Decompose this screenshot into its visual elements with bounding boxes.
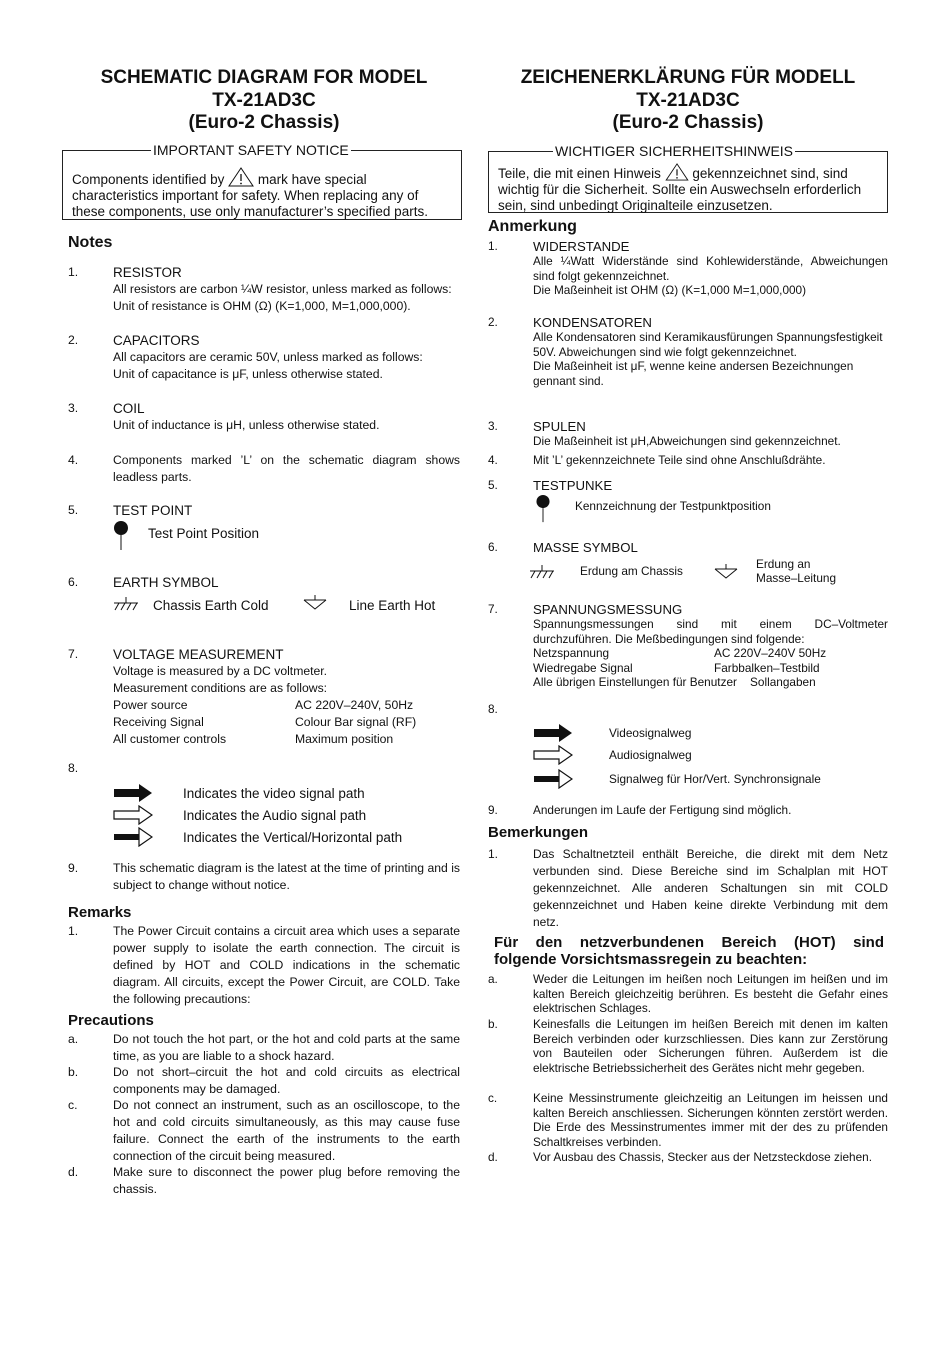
chassis-earth-icon — [113, 597, 139, 611]
precautions-heading-german: Für den netzverbundenen Bereich (HOT) sind folgende Vorsichtsmassregein zu beachten: — [494, 934, 884, 968]
remark-item: 1. The Power Circuit contains a circuit area which uses a separate power supply to isolate the earth connection. The circuit is defined by HOT and COLD indications in the schematic diagram. All circuits, except the Power Circuit, are COLD. Take the following precautions: — [68, 924, 460, 1006]
note-masse-symbol: 6. MASSE SYMBOL Erdung am Chassis Erdung an Masse–Leitung — [488, 540, 837, 585]
note-signal-arrows: 8. Indicates the video signal path Indicates the Audio signal path Indicates the Vertical/Horizontal path — [68, 760, 460, 848]
video-path-arrow-icon — [113, 783, 153, 803]
remarks-heading: Remarks — [68, 904, 132, 921]
line-earth-icon — [303, 595, 327, 611]
note-coil: 3. COIL Unit of inductance is μH, unless otherwise stated. — [68, 401, 380, 432]
measurement-row: Wiedregabe Signal Farbbalken–Testbild — [533, 660, 820, 675]
warning-triangle-icon — [665, 163, 689, 181]
note-capacitors: 2. CAPACITORS All capacitors are ceramic 50V, unless marked as follows: Unit of capacitance is μF, unless otherwise stated. — [68, 333, 423, 381]
precaution-item: d. Vor Ausbau des Chassis, Stecker aus der Netzsteckdose ziehen. — [488, 1150, 873, 1164]
page-title: SCHEMATIC DIAGRAM FOR MODEL TX-21AD3C (Euro-2 Chassis) — [100, 67, 428, 133]
video-path-arrow-icon — [533, 723, 573, 743]
arrow-row: Audiosignalweg — [533, 744, 888, 766]
notes-heading-german: Anmerkung — [488, 218, 577, 235]
note-testpunke: 5. TESTPUNKE Kennzeichnung der Testpunktposition — [488, 478, 888, 523]
chassis-earth-icon — [529, 565, 555, 579]
sync-path-arrow-icon — [533, 769, 573, 789]
note-leadless: 4. Components marked ’L’ on the schematic diagram shows leadless parts. — [68, 453, 460, 484]
arrow-row: Videosignalweg — [533, 722, 888, 744]
precaution-item: a. Weder die Leitungen im heißen noch Leitungen im heißen und im kalten Bereich gleichzeitig berühren. Es besteht die Gefahr eines elektrischen Schlages. — [488, 972, 888, 1015]
arrow-row: Signalweg für Hor/Vert. Synchronsignale — [533, 766, 888, 792]
note-spannungsmessung: 7. SPANNUNGSMESSUNG Spannungsmessungen sind mit einem DC–Voltmeter durchzuführen. Die Meßbedingungen sind folgende: Netzspannung AC 220V–240V 50Hz Wiedregabe Signal Farbbalken–Testbild Alle übrigen Einstellungen für Benutzer Sollangaben — [488, 602, 888, 689]
note-anderungen: 9. Anderungen im Laufe der Fertigung sind möglich. — [488, 803, 792, 817]
audio-path-arrow-icon — [533, 745, 573, 765]
precaution-item: b. Do not short–circuit the hot and cold circuits as electrical components may be damaged. — [68, 1065, 460, 1096]
measurement-row: Power source AC 220V–240V, 50Hz — [113, 698, 414, 712]
arrow-row: Indicates the Vertical/Horizontal path — [113, 826, 460, 848]
note-kondensatoren: 2. KONDENSATOREN Alle Kondensatoren sind Keramikausfürungen Spannungsfestigkeit 50V. Abweichungen sind wie folgt gekennzeichnet. Die Maßeinheit ist μF, wenne keine andersen Bezeichnungen gennant sind. — [488, 315, 883, 388]
note-subject-to-change: 9. This schematic diagram is the latest at the time of printing and is subject to change without notice. — [68, 861, 460, 892]
warning-triangle-icon — [228, 167, 254, 187]
sync-path-arrow-icon — [113, 827, 153, 847]
measurement-row: Receiving Signal Colour Bar signal (RF) — [113, 715, 417, 729]
precaution-item: a. Do not touch the hot part, or the hot and cold parts at the same time, as you are liable to a shock hazard. — [68, 1032, 460, 1063]
note-voltage-measurement: 7. VOLTAGE MEASUREMENT Voltage is measured by a DC voltmeter. Measurement conditions are as follows: Power source AC 220V–240V, 50Hz Receiving Signal Colour Bar signal (RF) All customer controls Maximum position — [68, 646, 460, 748]
safety-notice-legend: IMPORTANT SAFETY NOTICE — [153, 142, 349, 158]
precaution-item: c. Keine Messinstrumente gleichzeitig an Leitungen im heissen und kalten Bereich anschliessen. Sicherungen könnten zerstört werden. Die Erde des Messinstrumentes immer mit der des zu prüfenden Schaltkreises verbinden. — [488, 1091, 888, 1149]
arrow-row: Indicates the Audio signal path — [113, 804, 460, 826]
test-point-icon — [113, 521, 129, 551]
remarks-heading-german: Bemerkungen — [488, 824, 589, 841]
safety-notice-legend: WICHTIGER SICHERHEITSHINWEIS — [555, 143, 794, 159]
safety-notice-box-german: WICHTIGER SICHERHEITSHINWEIS Teile, die mit einen Hinweis gekennzeichnet sind, sind wichtig für die Sicherheit. Sollte ein Auswechseln erforderlich sein, sind unbedingt Originalteile einzusetzen. — [488, 151, 888, 213]
note-spulen: 3. SPULEN Die Maßeinheit ist μH,Abweichungen sind gekennzeichnet. — [488, 419, 841, 448]
note-resistor: 1. RESISTOR All resistors are carbon ¼W resistor, unless marked as follows: Unit of resistance is OHM (Ω) (K=1,000, M=1,000,000). — [68, 265, 452, 313]
note-test-point: 5. TEST POINT Test Point Position — [68, 502, 460, 551]
precaution-item: b. Keinesfalls die Leitungen im heißen Bereich mit denen im kalten Bereich verbinden oder kurzschliessen. Dies kann zur Zerstörung von Bauteilen oder Sicherungen führen. Außerdem ist die elektrische Betriebssicherheit des Gerätes nicht mehr gegeben. — [488, 1017, 888, 1075]
precautions-heading: Precautions — [68, 1012, 154, 1029]
measurement-row: Netzspannung AC 220V–240V 50Hz — [533, 646, 827, 660]
page-title-german: ZEICHENERKLÄRUNG FÜR MODELL TX-21AD3C (Euro-2 Chassis) — [520, 67, 856, 133]
note-signalweg: 8. Videosignalweg Audiosignalweg Signalweg für Hor/Vert. Synchronsignale — [488, 702, 888, 792]
note-widerstande: 1. WIDERSTANDE Alle ¼Watt Widerstände sind Kohlewiderstände, Abweichungen sind folgt gekennzeichnet. Die Maßeinheit ist OHM (Ω) (K=1,000 M=1,000,000) — [488, 239, 888, 297]
precaution-item: d. Make sure to disconnect the power plug before removing the chassis. — [68, 1165, 460, 1196]
arrow-row: Indicates the video signal path — [113, 782, 460, 804]
measurement-row: All customer controls Maximum position — [113, 732, 394, 746]
precaution-item: c. Do not connect an instrument, such as an oscilloscope, to the hot and cold circuits simultaneously, as this may cause fuse failure. Connect the earth of the instruments to the earth connection of the circuit being measured. — [68, 1098, 460, 1163]
remark-item: 1. Das Schaltnetzteil enthält Bereiche, die direkt mit dem Netz verbunden sind. Diese Bereiche sind im Schalplan mit HOT gekennzeichnet. Alle anderen Schaltungen sin mit COLD gekennzeichnet und Haben keine direkte Verbindung mit dem netz. — [488, 847, 888, 929]
notes-heading: Notes — [68, 234, 113, 251]
note-earth-symbol: 6. EARTH SYMBOL Chassis Earth Cold Line Earth Hot — [68, 575, 436, 613]
audio-path-arrow-icon — [113, 805, 153, 825]
safety-notice-box: IMPORTANT SAFETY NOTICE Components identified by mark have special characteristics important for safety. When replacing any of these components, use only manufacturer’s specified parts. — [62, 150, 462, 220]
note-anschluss: 4. Mit ’L’ gekennzeichnete Teile sind ohne Anschlußdrähte. — [488, 453, 826, 467]
line-earth-icon — [714, 564, 738, 580]
test-point-icon — [535, 495, 551, 523]
